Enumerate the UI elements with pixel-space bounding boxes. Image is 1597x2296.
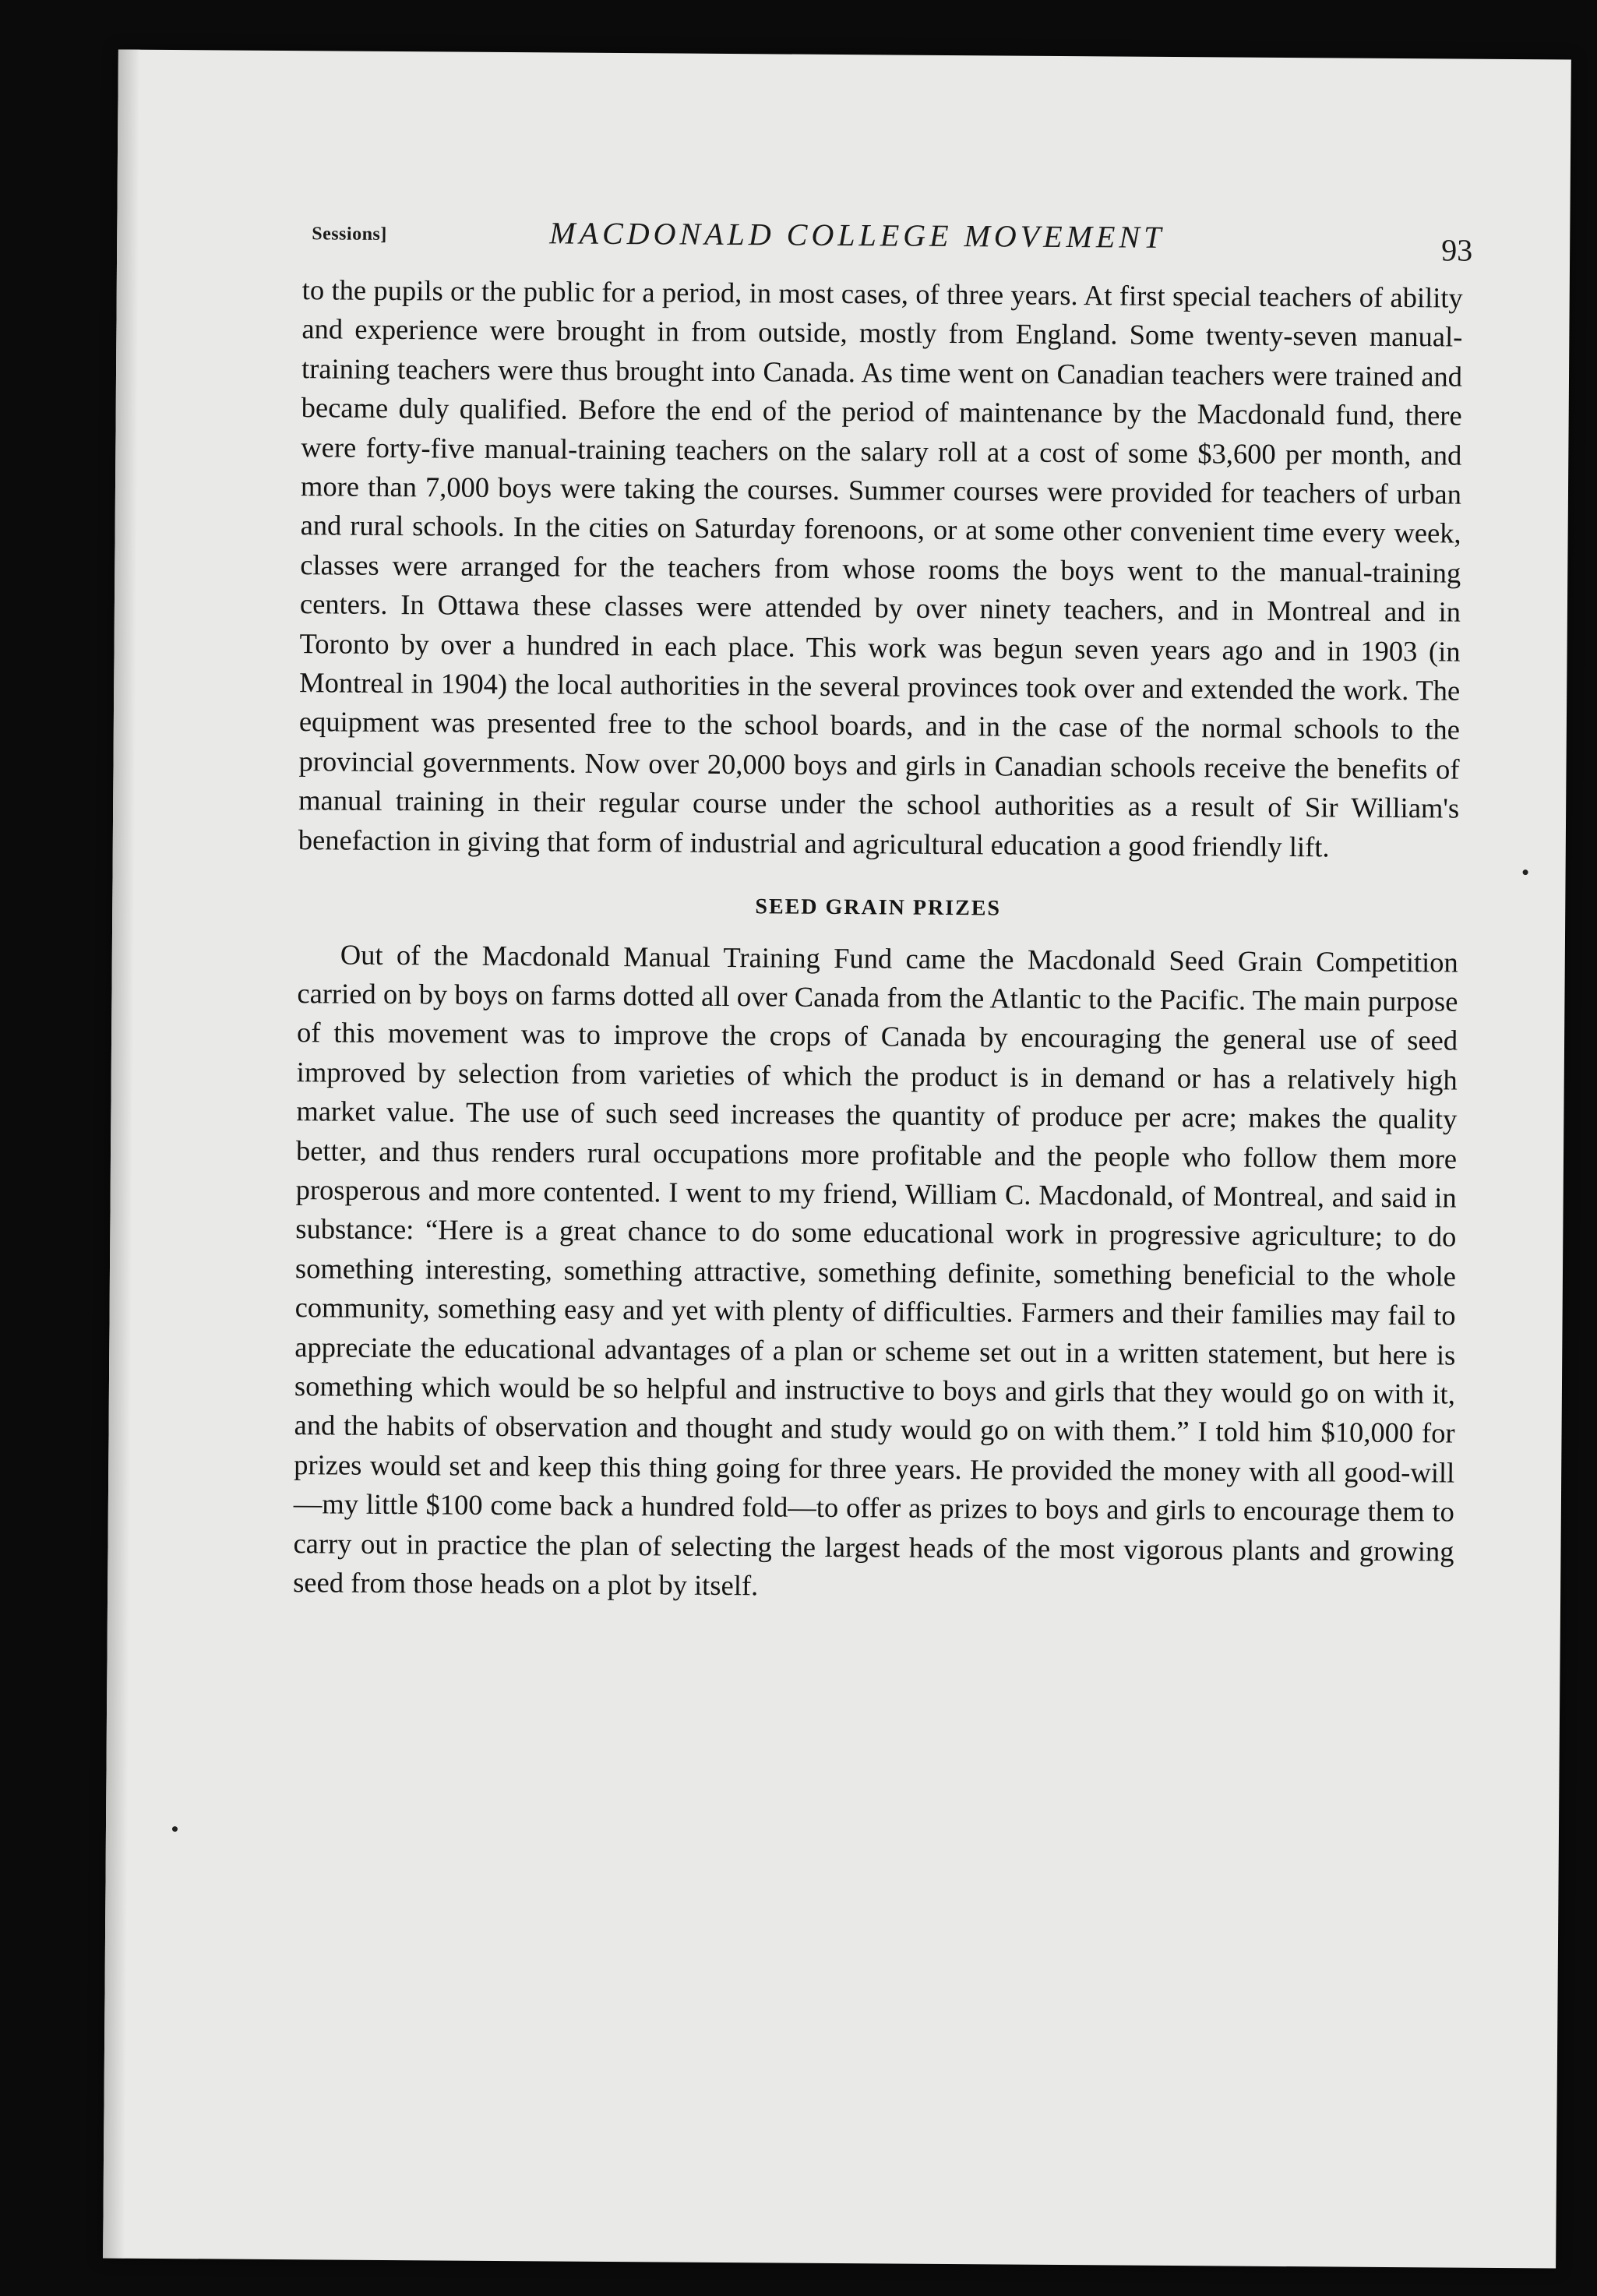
body-text <box>293 270 1463 1610</box>
running-head-left: Sessions] <box>312 224 387 245</box>
page-number: 93 <box>1441 232 1473 268</box>
paragraph-continued: to the pupils or the public for a period, in most cases, of three years. At first special teachers of ability and experience were brought in from outside, mostly from England. Some twenty-seven manual-training teachers were thus brought into Canada. As time went on Canadian teachers were trained and became duly qualified. Before the end of the period of maintenance by the Macdonald fund, there were forty-five manual-training teachers on the salary roll at a cost of some $3,600 per month, and more than 7,000 boys were taking the courses. Summer courses were provided for teachers of urban and rural schools. In the cities on Saturday forenoons, or at some other convenient time every week, classes were arranged for the teachers from whose rooms the boys went to the manual-training centers. In Ottawa these classes were attended by over ninety teachers, and in Montreal and in Toronto by over a hundred in each place. This work was begun seven years ago and in 1903 (in Montreal in 1904) the local authorities in the several provinces took over and extended the work. The equipment was presented free to the school boards, and in the case of the normal schools to the provincial governments. Now over 20,000 boys and girls in Canadian schools receive the benefits of manual training in their regular course under the school authorities as a result of Sir William's benefaction in giving that form of industrial and agricultural education a good friendly lift. <box>298 273 1463 863</box>
margin-dot-right <box>1523 869 1528 875</box>
page-header <box>312 206 1473 277</box>
running-title: MACDONALD COLLEGE MOVEMENT <box>549 215 1165 255</box>
book-page <box>103 50 1571 2269</box>
margin-dot-left <box>172 1826 178 1832</box>
section-heading: SEED GRAIN PRIZES <box>755 894 1002 921</box>
paragraph-seed-grain: Out of the Macdonald Manual Training Fund came the Macdonald Seed Grain Competition carried on by boys on farms dotted all over Canada from the Atlantic to the Pacific. The main purpose of this movement was to improve the crops of Canada by encouraging the general use of seed improved by selection from varieties of which the product is in demand or has a relatively high market value. The use of such seed increases the quantity of produce per acre; makes the quality better, and thus renders rural occupations more profitable and the people who follow them more prosperous and more contented. I went to my friend, William C. Macdonald, of Montreal, and said in substance: “Here is a great chance to do some educational work in progressive agriculture; to do something interesting, something attractive, something definite, something beneficial to the whole community, something easy and yet with plenty of difficulties. Farmers and their families may fail to appreciate the educational advantages of a plan or scheme set out in a written statement, but here is something which would be so helpful and instructive to boys and girls that they would go on with it, and the habits of observation and thought and study would go on with them.” I told him $10,000 for prizes would set and keep this thing going for three years. He provided the money with all good-will—my little $100 come back a hundred fold—to offer as prizes to boys and girls to encourage them to carry out in practice the plan of selecting the largest heads of the most vigorous plants and growing seed from those heads on a plot by itself. <box>293 938 1458 1602</box>
